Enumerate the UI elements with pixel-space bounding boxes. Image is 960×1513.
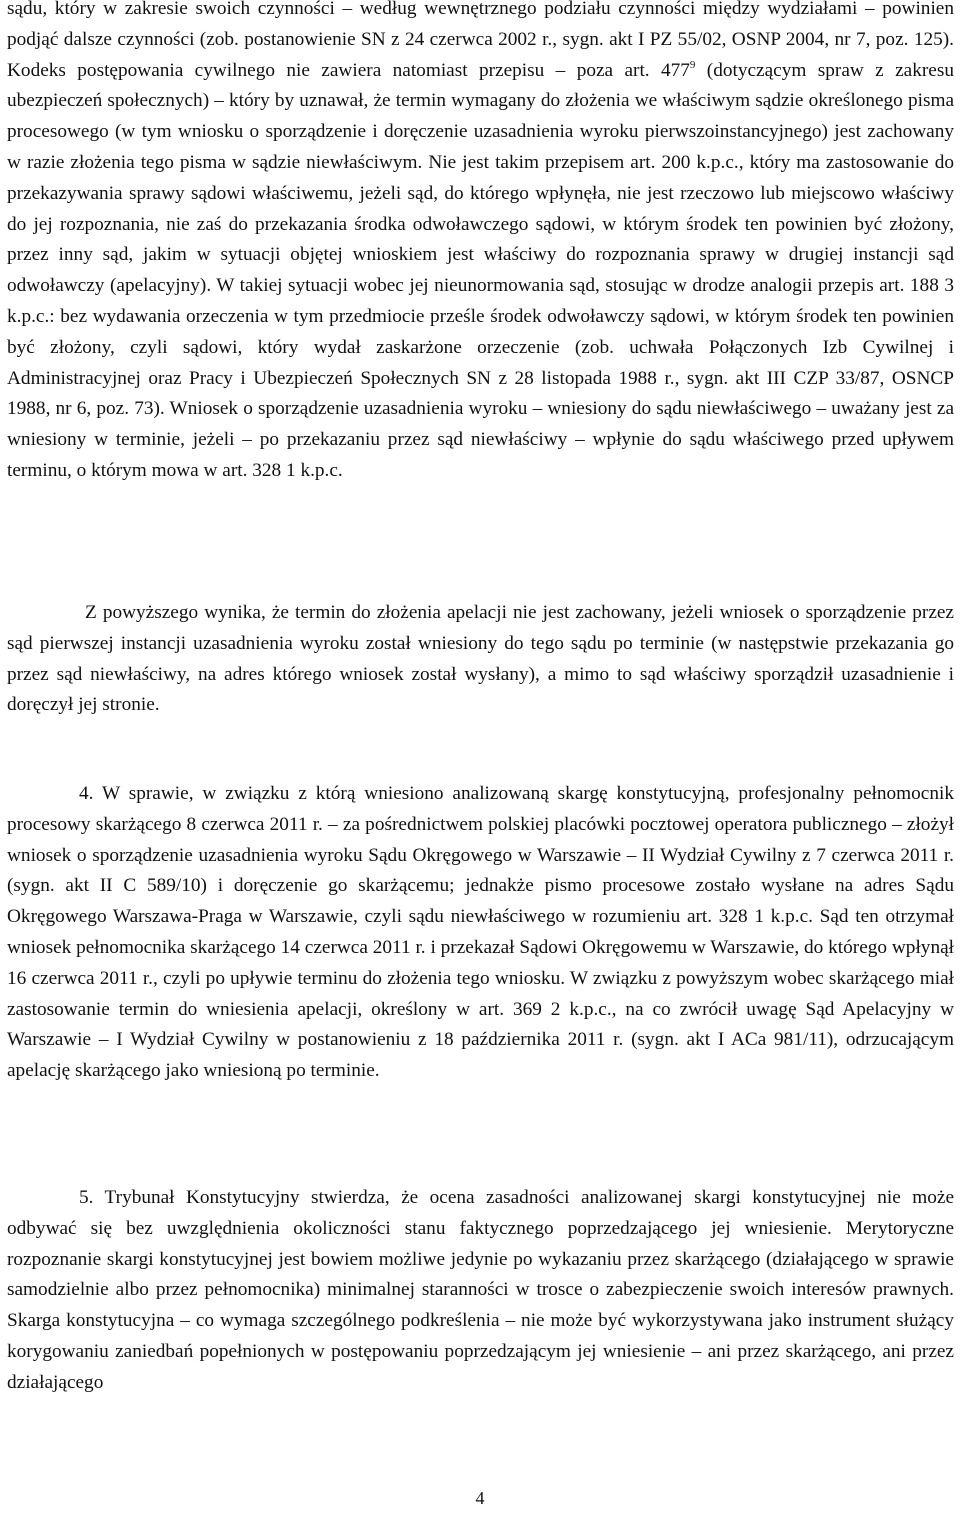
paragraph-point-5: 5. Trybunał Konstytucyjny stwierdza, że ocena zasadności analizowanej skargi konstytucyjnej nie może odbywać się bez uwzględnienia okoliczności stanu faktycznego poprzedzającego jej wniesienie. Merytoryczne rozpoznanie skargi konstytucyjnej jest bowiem możliwe jedynie po wykazaniu przez skarżącego (działającego w sprawie samodzielnie albo przez pełnomocnika) minimalnej staranności w trosce o zabezpieczenie swoich interesów prawnych. Skarga konstytucyjna – co wymaga szczególnego podkreślenia – nie może być wykorzystywana jako instrument służący korygowaniu zaniedbań popełnionych w postępowaniu poprzedzającym jej wniesienie – ani przez skarżącego, ani przez działającego <box>7 1187 954 1393</box>
paragraph-1-text-after: (dotyczącym spraw z zakresu ubezpieczeń społecznych) – który by uznawał, że termin wymagany do złożenia we właściwym sądzie określonego pisma procesowego (w tym wniosku o sporządzenie i doręczenie uzasadnienia wyroku pierwszoinstancyjnego) jest zachowany w razie złożenia tego pisma w sądzie niewłaściwym. Nie jest takim przepisem art. 200 k.p.c., który ma zastosowanie do przekazywania sprawy sądowi właściwemu, jeżeli sąd, do którego wpłynęła, nie jest rzeczowo lub miejscowo właściwy do jej rozpoznania, nie zaś do przekazania środka odwoławczego sądowi, w którym środek ten powinien być złożony, przez inny sąd, jakim w sytuacji objętej wnioskiem jest właściwy do rozpoznania sprawy w drugiej instancji sąd odwoławczy (apelacyjny). W takiej sytuacji wobec jej nieunormowania sąd, stosując w drodze analogii przepis art. 188 3 k.p.c.: bez wydawania orzeczenia w tym przedmiocie prześle środek odwoławczy sądowi, w którym środek ten powinien być złożony, czyli sądowi, który wydał zaskarżone orzeczenie (zob. uchwała Połączonych Izb Cywilnej i Administracyjnej oraz Pracy i Ubezpieczeń Społecznych SN z 28 listopada 1988 r., sygn. akt III CZP 33/87, OSNCP 1988, nr 6, poz. 73). Wniosek o sporządzenie uzasadnienia wyroku – wniesiony do sądu niewłaściwego – uważany jest za wniesiony w terminie, jeżeli – po przekazaniu przez sąd niewłaściwy – wpłynie do sądu właściwego przed upływem terminu, o którym mowa w art. 328 1 k.p.c. <box>7 59 954 481</box>
paragraph-1-text-before: sądu, który w zakresie swoich czynności – według wewnętrznego podziału czynności między wydziałami – powinien podjąć dalsze czynności (zob. postanowienie SN z 24 czerwca 2002 r., sygn. akt I PZ 55/02, OSNP 2004, nr 7, poz. 125). Kodeks postępowania cywilnego nie zawiera natomiast przepisu – poza art. 477 <box>7 0 954 81</box>
page-number: 4 <box>475 1488 485 1508</box>
paragraph-point-4: 4. W sprawie, w związku z którą wniesiono analizowaną skargę konstytucyjną, profesjonalny pełnomocnik procesowy skarżącego 8 czerwca 2011 r. – za pośrednictwem polskiej placówki pocztowej operatora publicznego – złożył wniosek o sporządzenie uzasadnienia wyroku Sądu Okręgowego w Warszawie – II Wydział Cywilny z 7 czerwca 2011 r. (sygn. akt II C 589/10) i doręczenie go skarżącemu; jednakże pismo procesowe zostało wysłane na adres Sądu Okręgowego Warszawa-Praga w Warszawie, czyli sądu niewłaściwego w rozumieniu art. 328 1 k.p.c. Sąd ten otrzymał wniosek pełnomocnika skarżącego 14 czerwca 2011 r. i przekazał Sądowi Okręgowemu w Warszawie, do którego wpłynął 16 czerwca 2011 r., czyli po upływie terminu do złożenia tego wniosku. W związku z powyższym wobec skarżącego miał zastosowanie termin do wniesienia apelacji, określony w art. 369 2 k.p.c., na co zwrócił uwagę Sąd Apelacyjny w Warszawie – I Wydział Cywilny w postanowieniu z 18 października 2011 r. (sygn. akt I ACa 981/11), odrzucającym apelację skarżącego jako wniesioną po terminie. <box>7 783 954 1082</box>
paragraph-conclusion: Z powyższego wynika, że termin do złożenia apelacji nie jest zachowany, jeżeli wniosek o sporządzenie przez sąd pierwszej instancji uzasadnienia wyroku został wniesiony do tego sądu po terminie (w następstwie przekazania go przez sąd niewłaściwy, na adres którego wniosek został wysłany), a mimo to sąd właściwy sporządził uzasadnienie i doręczył jej stronie. <box>7 602 954 716</box>
paragraph-continuation <box>7 0 954 487</box>
article-superscript: 9 <box>689 58 696 71</box>
